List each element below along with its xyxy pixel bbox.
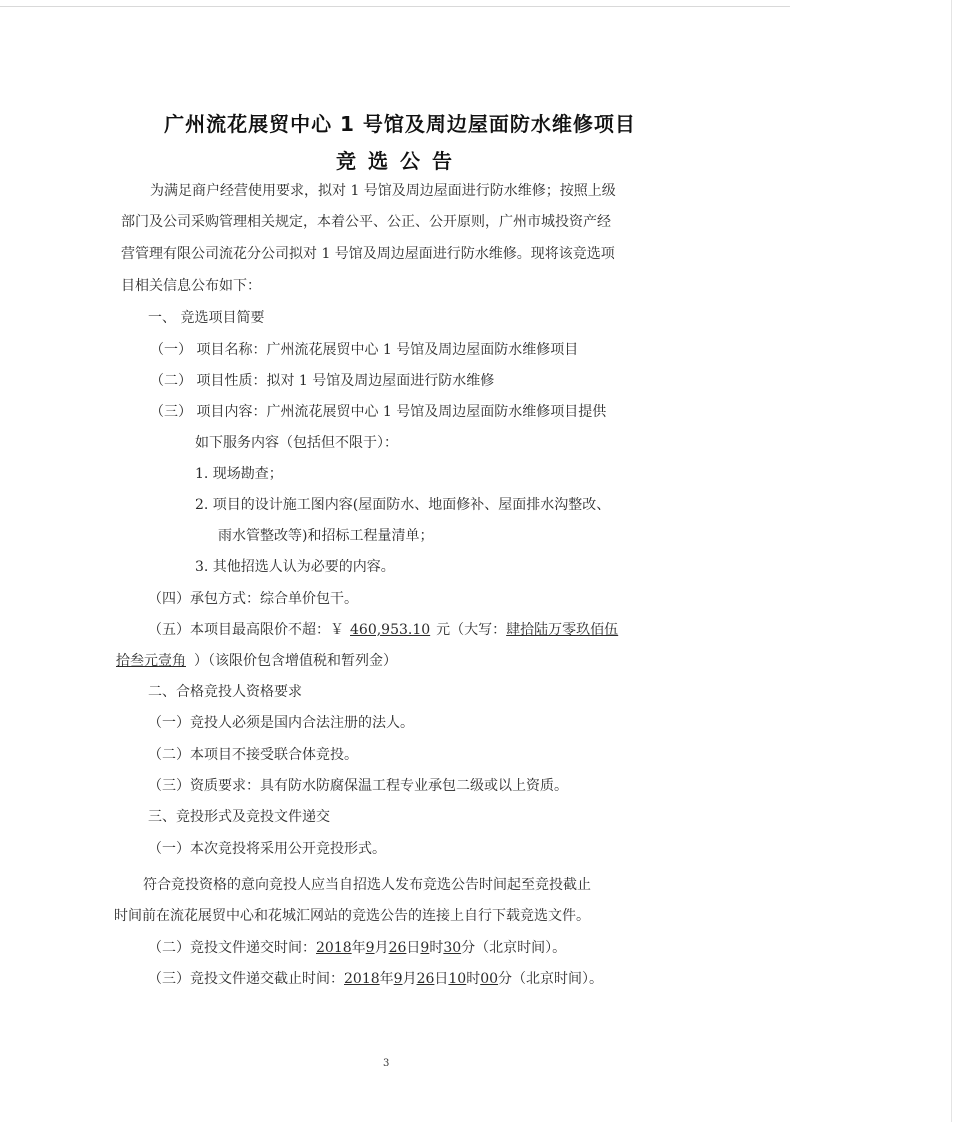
page-number: 3 — [383, 1058, 390, 1069]
year-char: 年 — [351, 940, 366, 956]
section-2-heading: 二、合格竞投人资格要求 — [148, 684, 302, 700]
hour-char: 时 — [429, 940, 444, 956]
qualification-2: （二）本项目不接受联合体竞投。 — [148, 747, 358, 763]
day-char: 日 — [406, 940, 421, 956]
submission-time — [148, 939, 566, 957]
minute-char: 分（北京时间）。 — [498, 971, 604, 987]
deadline-month: 9 — [393, 971, 403, 987]
contract-method: （四）承包方式：综合单价包干。 — [148, 591, 358, 607]
scan-edge-line-right — [951, 0, 952, 1122]
month-char: 月 — [402, 971, 417, 987]
intro-line-2: 部门及公司采购管理相关规定，本着公平、公正、公开原则，广州市城投资产经 — [121, 214, 611, 230]
price-cap-line — [148, 621, 618, 639]
month-char: 月 — [374, 940, 389, 956]
section-3-heading: 三、竞投形式及竞投文件递交 — [148, 809, 330, 825]
submission-hour: 9 — [420, 940, 430, 956]
submission-day: 26 — [388, 940, 407, 956]
download-instruction: 符合竞投资格的意向竞投人应当自招选人发布竞选公告时间起至竞投截止 — [143, 877, 591, 893]
download-instruction-cont: 时间前在流花展贸中心和花城汇网站的竞选公告的连接上自行下载竞选文件。 — [114, 908, 590, 924]
deadline-day: 26 — [416, 971, 435, 987]
deadline-minute: 00 — [480, 971, 499, 987]
price-cap-note: ）（该限价包含增值税和暂列金） — [194, 653, 397, 669]
qualification-1: （一）竞投人必须是国内合法注册的法人。 — [148, 715, 414, 731]
bid-form: （一）本次竞投将采用公开竞投形式。 — [148, 841, 386, 857]
doc-title: 广州流花展贸中心 1 号馆及周边屋面防水维修项目 — [164, 112, 636, 136]
submission-deadline-label: （三）竞投文件递交截止时间： — [148, 971, 344, 987]
price-cap-words: 肆拾陆万零玖佰伍 — [506, 622, 619, 638]
submission-deadline — [148, 970, 603, 988]
service-item-3: 3. 其他招选人认为必要的内容。 — [195, 559, 395, 575]
project-nature: （二） 项目性质：拟对 1 号馆及周边屋面进行防水维修 — [150, 373, 495, 389]
hour-char: 时 — [466, 971, 481, 987]
price-cap-amount: 460,953.10 — [350, 622, 431, 638]
intro-line-4: 目相关信息公布如下： — [121, 278, 261, 294]
intro-line-3: 营管理有限公司流花分公司拟对 1 号馆及周边屋面进行防水维修。现将该竞选项 — [121, 246, 615, 262]
qualification-3: （三）资质要求：具有防水防腐保温工程专业承包二级或以上资质。 — [148, 778, 568, 794]
service-item-1: 1. 现场勘查； — [195, 466, 283, 482]
project-name: （一） 项目名称：广州流花展贸中心 1 号馆及周边屋面防水维修项目 — [150, 342, 579, 358]
deadline-year: 2018 — [344, 971, 380, 987]
price-cap-words-cont: 拾叁元壹角 — [116, 653, 186, 669]
minute-char: 分（北京时间）。 — [461, 940, 567, 956]
project-content: （三） 项目内容：广州流花展贸中心 1 号馆及周边屋面防水维修项目提供 — [150, 404, 607, 420]
submission-year: 2018 — [316, 940, 352, 956]
deadline-hour: 10 — [448, 971, 467, 987]
intro-line-1: 为满足商户经营使用要求，拟对 1 号馆及周边屋面进行防水维修；按照上级 — [150, 183, 616, 199]
doc-subtitle: 竞选公告 — [336, 149, 464, 173]
service-item-2-cont: 雨水管整改等)和招标工程量清单； — [218, 528, 434, 544]
scan-edge-line — [0, 6, 790, 7]
submission-minute: 30 — [443, 940, 462, 956]
project-content-cont: 如下服务内容（包括但不限于）： — [195, 435, 398, 451]
section-1-heading: 一、 竞选项目简要 — [148, 310, 265, 326]
service-item-2: 2. 项目的设计施工图内容(屋面防水、地面修补、屋面排水沟整改、 — [195, 497, 611, 513]
price-cap-line-2 — [116, 652, 397, 670]
price-cap-label: （五）本项目最高限价不超：￥ — [148, 622, 344, 638]
day-char: 日 — [434, 971, 449, 987]
submission-month: 9 — [365, 940, 375, 956]
price-cap-mid: 元（大写： — [436, 622, 507, 638]
submission-time-label: （二）竞投文件递交时间： — [148, 940, 316, 956]
year-char: 年 — [379, 971, 394, 987]
